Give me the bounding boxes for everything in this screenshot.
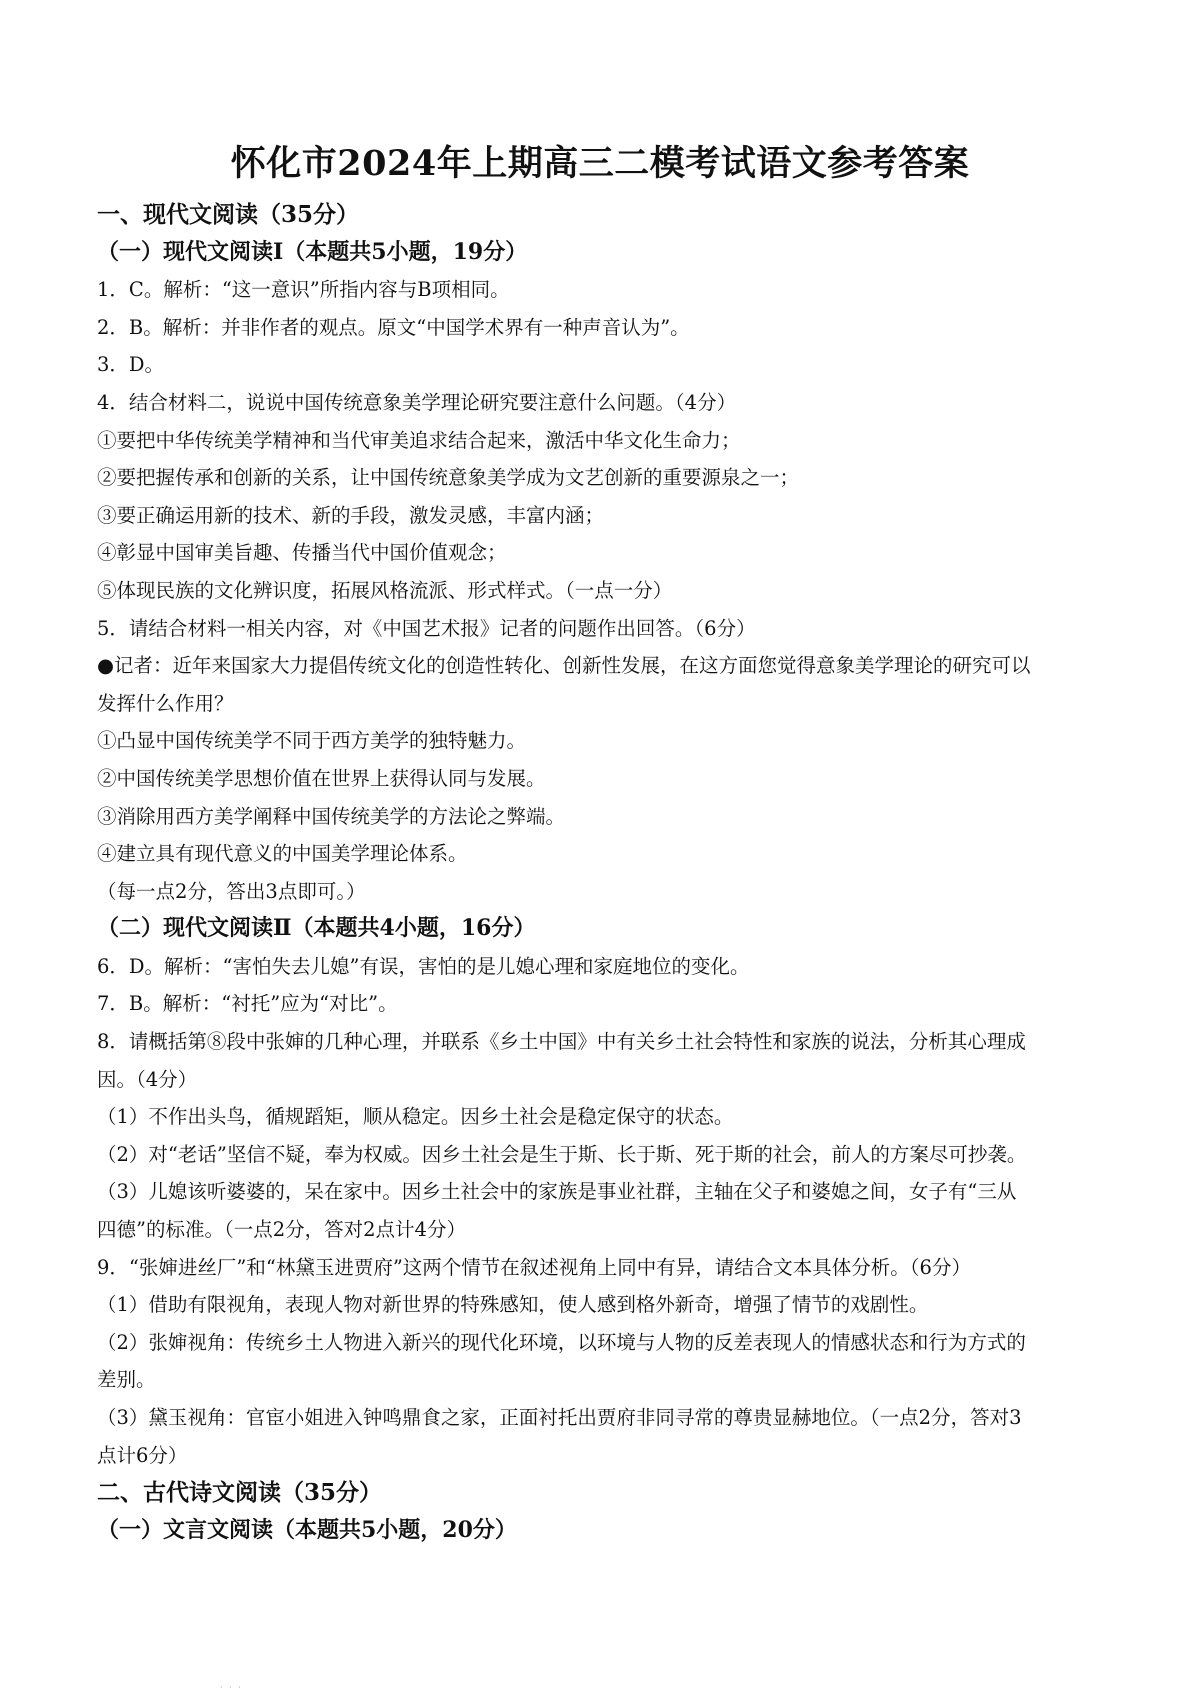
answer-line: （2）对“老话”坚信不疑，奉为权威。因乡土社会是生于斯、长于斯、死于斯的社会，前人的方案尽可抄袭。 <box>97 1142 1027 1166</box>
answer-line: ②要把握传承和创新的关系，让中国传统意象美学成为文艺创新的重要源泉之一； <box>97 466 800 490</box>
answer-line: ③要正确运用新的技术、新的手段，激发灵感，丰富内涵； <box>97 503 605 527</box>
answer-line: 5．请结合材料一相关内容，对《中国艺术报》记者的问题作出回答。（6分） <box>97 616 756 640</box>
footer-mark: · · · <box>220 1683 243 1692</box>
answer-line: 9．“张婶进丝厂”和“林黛玉进贾府”这两个情节在叙述视角上同中有异，请结合文本具体分析。（6分） <box>97 1255 971 1279</box>
subsection-heading: （一）现代文阅读Ⅰ（本题共5小题，19分） <box>97 238 528 265</box>
subsection-heading: （二）现代文阅读Ⅱ（本题共4小题，16分） <box>97 915 536 942</box>
answer-line: （1）借助有限视角，表现人物对新世界的特殊感知，使人感到格外新奇，增强了情节的戏剧性。 <box>97 1293 929 1317</box>
answer-line: 4．结合材料二，说说中国传统意象美学理论研究要注意什么问题。（4分） <box>97 390 737 414</box>
answer-line: （2）张婶视角：传统乡土人物进入新兴的现代化环境，以环境与人物的反差表现人的情感状态和行为方式的 <box>97 1330 1026 1354</box>
section-heading: 二、古代诗文阅读（35分） <box>97 1479 383 1507</box>
answer-line: 8．请概括第⑧段中张婶的几种心理，并联系《乡土中国》中有关乡土社会特性和家族的说法，分析其心理成 <box>97 1030 1026 1054</box>
answer-line: 2．B。解析：并非作者的观点。原文“中国学术界有一种声音认为”。 <box>97 315 690 339</box>
answer-line: 因。（4分） <box>97 1067 198 1091</box>
answer-line: ④彰显中国审美旨趣、传播当代中国价值观念； <box>97 541 507 565</box>
answer-line: ④建立具有现代意义的中国美学理论体系。 <box>97 842 468 866</box>
answer-content <box>97 196 1112 1549</box>
page-title: 怀化市2024年上期高三二模考试语文参考答案 <box>230 143 970 184</box>
answer-line: 四德”的标准。（一点2分，答对2点计4分） <box>97 1218 466 1242</box>
answer-line: （每一点2分，答出3点即可。） <box>97 879 366 903</box>
section-heading: 一、现代文阅读（35分） <box>97 201 360 228</box>
answer-line: ①要把中华传统美学精神和当代审美追求结合起来，激活中华文化生命力； <box>97 428 741 452</box>
answer-line: （1）不作出头鸟，循规蹈矩，顺从稳定。因乡土社会是稳定保守的状态。 <box>97 1105 734 1129</box>
answer-line: ②中国传统美学思想价值在世界上获得认同与发展。 <box>97 766 546 790</box>
answer-line: ③消除用西方美学阐释中国传统美学的方法论之弊端。 <box>97 804 566 828</box>
answer-line: ①凸显中国传统美学不同于西方美学的独特魅力。 <box>97 729 527 753</box>
answer-line: （3）儿媳该听婆婆的，呆在家中。因乡土社会中的家族是事业社群，主轴在父子和婆媳之间，女子有“三从 <box>97 1180 1017 1204</box>
answer-line: 3．D。 <box>97 353 165 377</box>
answer-line: ⑤体现民族的文化辨识度，拓展风格流派、形式样式。（一点一分） <box>97 578 673 602</box>
answer-line: 7．B。解析：“衬托”应为“对比”。 <box>97 992 398 1016</box>
answer-line: 发挥什么作用？ <box>97 691 234 715</box>
answer-line: 1．C。解析：“这一意识”所指内容与B项相同。 <box>97 278 510 302</box>
answer-line: 差别。 <box>97 1368 156 1392</box>
subsection-heading: （一）文言文阅读（本题共5小题，20分） <box>97 1516 517 1543</box>
answer-line: （3）黛玉视角：官宦小姐进入钟鸣鼎食之家，正面衬托出贾府非同寻常的尊贵显赫地位。（一点2分，答对3 <box>97 1406 1022 1429</box>
answer-line: 点计6分） <box>97 1443 188 1467</box>
answer-line: 6．D。解析：“害怕失去儿媳”有误，害怕的是儿媳心理和家庭地位的变化。 <box>97 954 750 978</box>
answer-line: ●记者：近年来国家大力提倡传统文化的创造性转化、创新性发展，在这方面您觉得意象美学理论的研究可以 <box>97 654 1031 678</box>
